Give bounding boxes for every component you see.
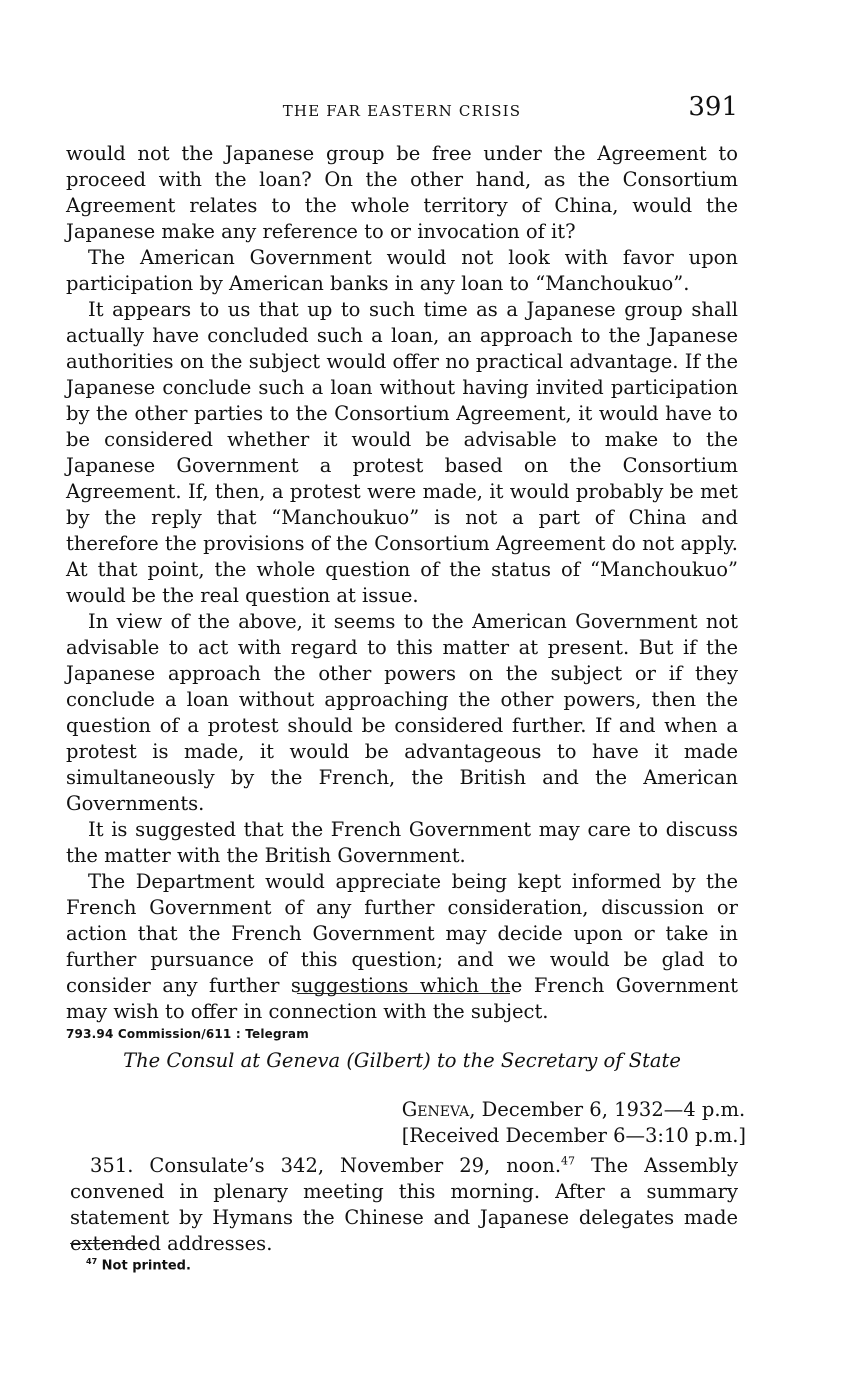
footnote-reference: 47 (561, 1154, 576, 1168)
running-title: THE FAR EASTERN CRISIS (282, 102, 522, 120)
paragraph: The American Government would not look with favor upon participation by American banks in any loan to “Manchoukuo”. (66, 246, 738, 295)
dateline-place: Geneva, (401, 1098, 476, 1121)
telegram-rest: The Assembly convened in plenary meeting this morning. After a summary statement by Hymans the Chinese and Japanese delegates made extended addresses. (70, 1154, 739, 1255)
paragraph: The Department would appreciate being kept informed by the French Government of any further consideration, discussion or action that the French Government may decide upon or take in further pursuance of this question; and we would be glad to consider any further suggestions which the French Government may wish to offer in connection with the subject. (66, 870, 738, 1023)
section-divider (297, 993, 510, 994)
paragraph-continuation: would not the Japanese group be free under the Agreement to proceed with the loan? On the other hand, as the Consortium Agreement relates to the whole territory of China, would the Japanese make any reference to or invocation of it? (66, 142, 738, 243)
footnote (86, 1257, 191, 1273)
dateline-received: [Received December 6—3:10 p.m.] (401, 1124, 746, 1147)
dateline-sent (402, 1097, 746, 1123)
telegram-start: 351. Consulate’s 342, November 29, noon. (90, 1154, 562, 1177)
telegram-text (70, 1153, 738, 1257)
footnote-marker: 47 (86, 1257, 98, 1266)
paragraph: It appears to us that up to such time as a Japanese group shall actually have concluded such a loan, an approach to the Japanese authorities on the subject would offer no practical advantage. If the Japanese conclude such a loan without having invited participation by the other parties to the Consortium Agreement, it would have to be considered whether it would be advisable to make to the Japanese Government a protest based on the Consortium Agreement. If, then, a protest were made, it would probably be met by the reply that “Manchoukuo” is not a part of China and therefore the provisions of the Consortium Agreement do not apply. At that point, the whole question of the status of “Manchoukuo” would be the real question at issue. (66, 298, 738, 607)
body-text (66, 141, 738, 1025)
running-head (66, 92, 738, 126)
footnote-text: Not printed. (97, 1258, 191, 1274)
file-reference: 793.94 Commission/611 : Telegram (66, 1027, 309, 1041)
paragraph: It is suggested that the French Government may care to discuss the matter with the British Government. (66, 818, 738, 867)
paragraph: In view of the above, it seems to the American Government not advisable to act with regard to this matter at present. But if the Japanese approach the other powers on the subject or if they conclude a loan without approaching the other powers, then the question of a protest should be considered further. If and when a protest is made, it would be advantageous to have it made simultaneously by the French, the British and the American Governments. (66, 610, 738, 815)
document-title: The Consul at Geneva (Gilbert) to the Secretary of State (123, 1049, 681, 1072)
dateline (402, 1097, 746, 1149)
dateline-date: December 6, 1932—4 p.m. (475, 1098, 746, 1121)
footnote-divider (70, 1243, 147, 1244)
page-number: 391 (688, 92, 738, 122)
